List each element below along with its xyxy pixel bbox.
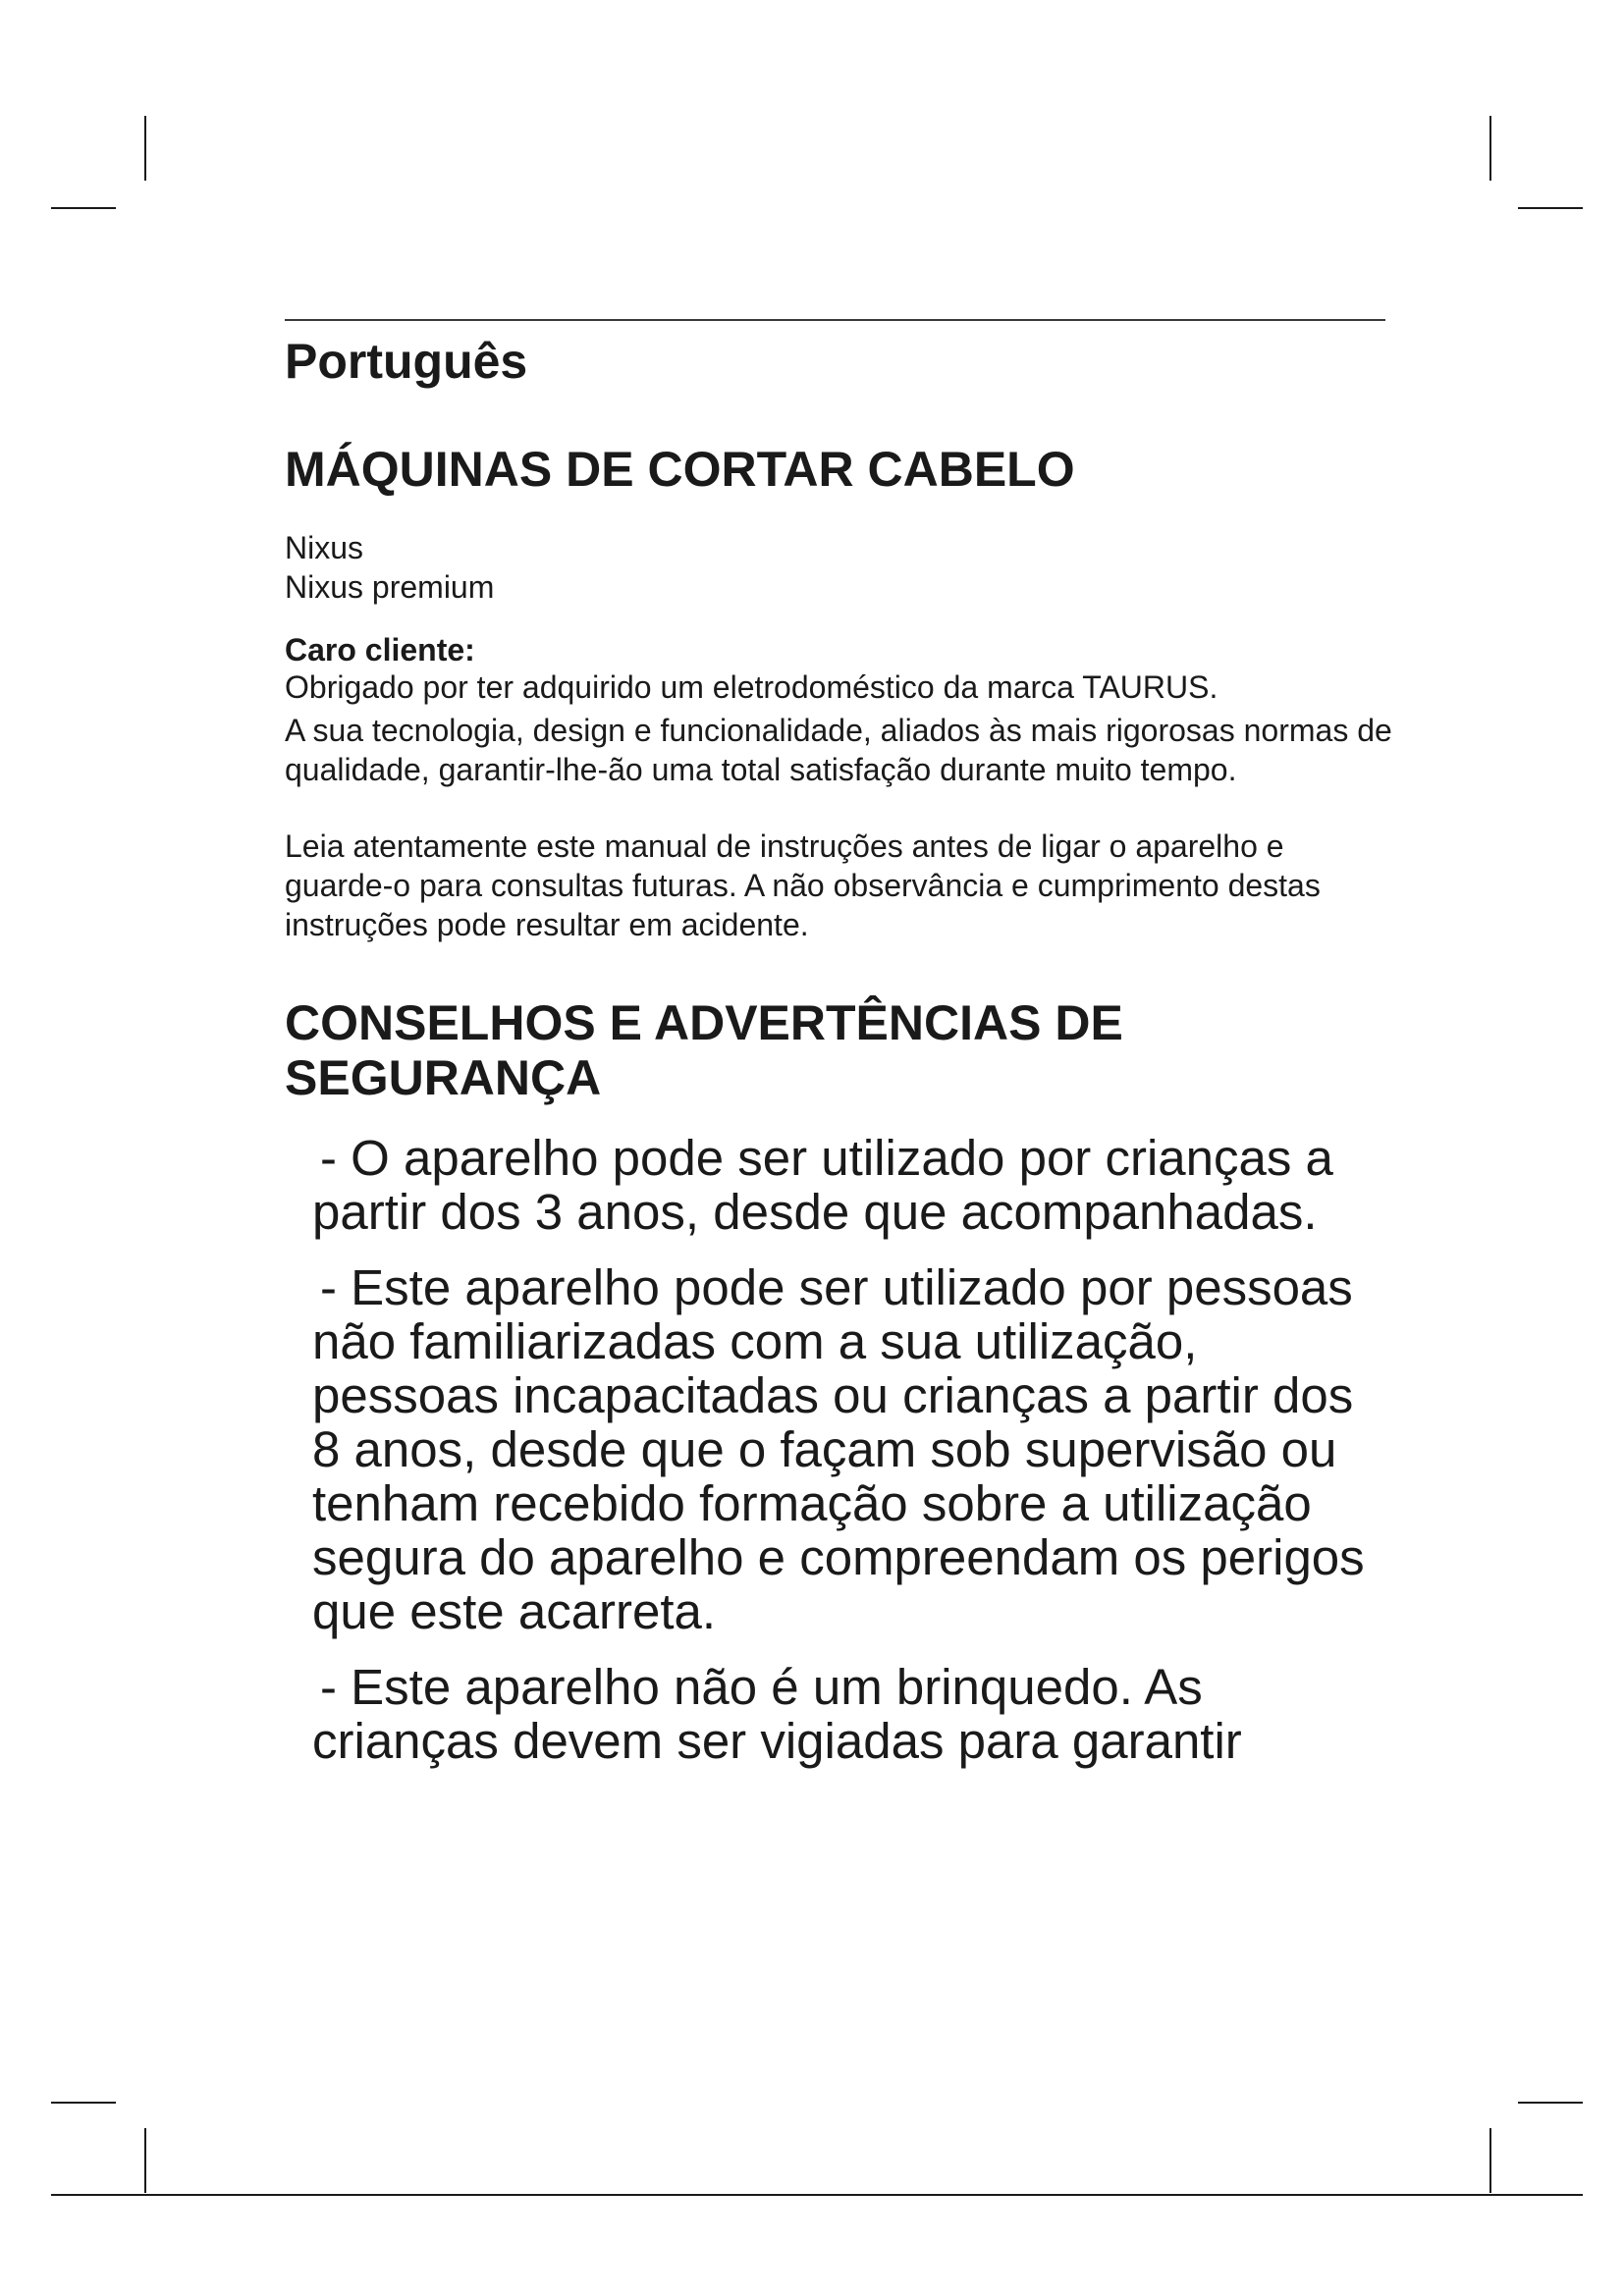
bottom-trim-line xyxy=(51,2194,1583,2196)
crop-mark-bottom-right-horizontal xyxy=(1518,2102,1583,2104)
greeting-label: Caro cliente: xyxy=(285,632,475,667)
model-list xyxy=(285,528,1394,607)
greeting-paragraph: A sua tecnologia, design e funcionalidade, aliados às mais rigorosas normas de qualidade, garantir-lhe-ão uma total satisfação durante muito tempo. xyxy=(285,713,1392,787)
safety-item: - Este aparelho pode ser utilizado por pessoas não familiarizadas com a sua utilização, pessoas incapacitadas ou crianças a partir dos 8 anos, desde que o façam sob supervisão ou tenham recebido formação sobre a utilização segura do aparelho e compreendam os perigos que este acarreta. xyxy=(312,1259,1365,1639)
crop-mark-bottom-left-horizontal xyxy=(51,2102,116,2104)
safety-list xyxy=(312,1131,1392,1768)
page-content xyxy=(285,334,1394,1789)
document-title: MÁQUINAS DE CORTAR CABELO xyxy=(285,442,1075,497)
safety-item: - Este aparelho não é um brinquedo. As crianças devem ser vigiadas para garantir xyxy=(312,1659,1242,1769)
safety-item: - O aparelho pode ser utilizado por crianças a partir dos 3 anos, desde que acompanhadas. xyxy=(312,1130,1333,1240)
model-name: Nixus xyxy=(285,530,364,565)
header-rule xyxy=(285,319,1385,321)
safety-section-title: CONSELHOS E ADVERTÊNCIAS DE SEGURANÇA xyxy=(285,995,1123,1105)
crop-mark-top-left-vertical xyxy=(144,116,146,181)
crop-mark-bottom-right-vertical xyxy=(1489,2128,1491,2193)
crop-mark-top-right-vertical xyxy=(1489,116,1491,181)
greeting-paragraph: Leia atentamente este manual de instruções antes de ligar o aparelho e guarde-o para consultas futuras. A não observância e cumprimento destas instruções pode resultar em acidente. xyxy=(285,828,1321,942)
crop-mark-top-right-horizontal xyxy=(1518,207,1583,209)
crop-mark-top-left-horizontal xyxy=(51,207,116,209)
greeting-section xyxy=(285,632,1394,944)
greeting-paragraph: Obrigado por ter adquirido um eletrodoméstico da marca TAURUS. xyxy=(285,669,1218,705)
language-heading: Português xyxy=(285,334,528,389)
crop-mark-bottom-left-vertical xyxy=(144,2128,146,2193)
model-name: Nixus premium xyxy=(285,569,495,605)
